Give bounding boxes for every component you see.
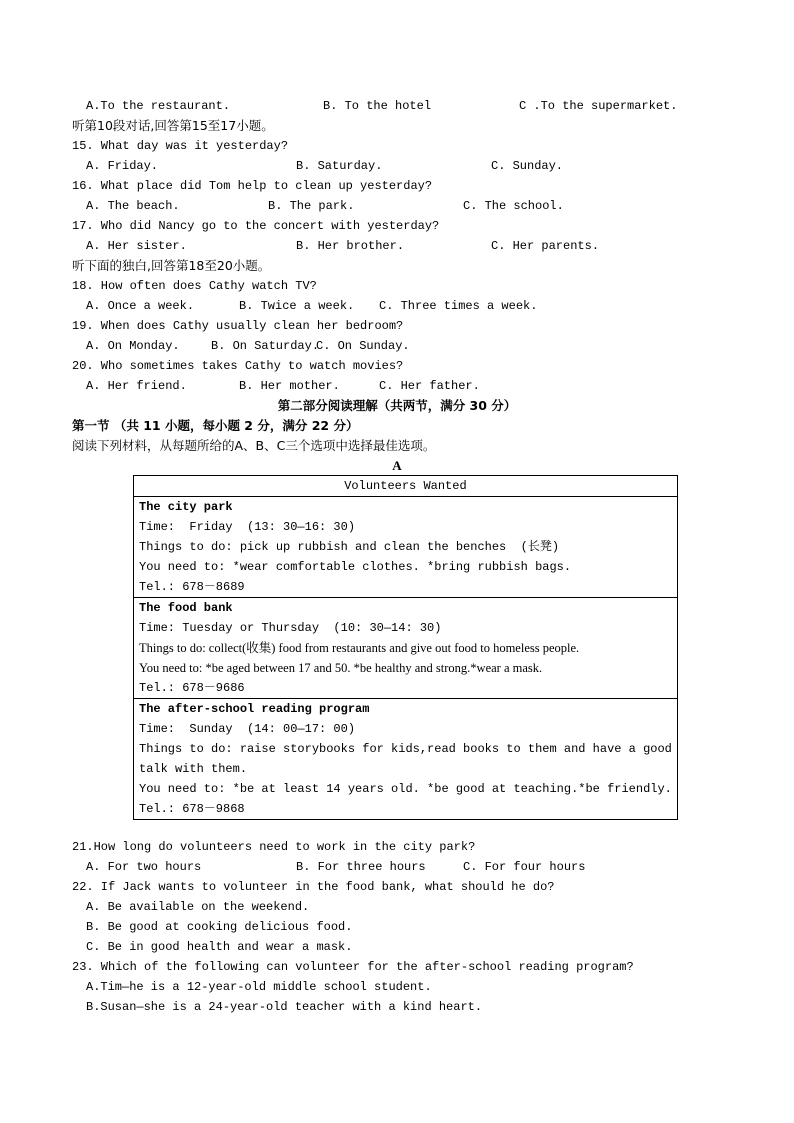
block-tel: Tel.: 678－8689 [139,580,245,594]
q17-option-b: B. Her brother. [296,239,405,253]
block-things: Things to do: pick up rubbish and clean the benches (长凳) [139,540,560,554]
q20-option-c: C. Her father. [379,379,480,393]
q21-option-a: A. For two hours [86,860,202,874]
block-name: The city park [139,500,233,514]
table-header: Volunteers Wanted [134,476,678,497]
q14-option-a: A.To the restaurant. [86,99,231,113]
q22-option-a: A. Be available on the weekend. [86,900,310,914]
table-block-reading-program [134,699,678,820]
block-tel: Tel.: 678－9686 [139,681,245,695]
block-name: The food bank [139,601,233,615]
q15-option-b: B. Saturday. [296,159,383,173]
q23-option-b: B.Susan—she is a 24-year-old teacher with a kind heart. [86,1000,483,1014]
instructions: 阅读下列材料，从每题所给的A、B、C三个选项中选择最佳选项。 [72,438,436,453]
block-things: Things to do: collect(收集) food from restaurants and give out food to homeless people. [139,641,580,655]
q22-option-b: B. Be good at cooking delicious food. [86,920,353,934]
q17-option-c: C. Her parents. [491,239,600,253]
q14-option-c: C .To the supermarket. [519,99,678,113]
q21-option-b: B. For three hours [296,860,426,874]
block-need: You need to: *be aged between 17 and 50. *be healthy and strong.*wear a mask. [139,661,543,675]
block-tel: Tel.: 678－9868 [139,802,245,816]
block-need: You need to: *be at least 14 years old. *be good at teaching.*be friendly. [139,782,672,796]
q19-option-b: B. On Saturday. [211,339,320,353]
q19-option-c: C. On Sunday. [316,339,410,353]
q18-stem: 18. How often does Cathy watch TV? [72,279,317,293]
q16-option-c: C. The school. [463,199,564,213]
q17-option-a: A. Her sister. [86,239,187,253]
q20-option-b: B. Her mother. [239,379,340,393]
block-things: Things to do: raise storybooks for kids,read books to them and have a good talk with them. [139,742,672,776]
q22-stem: 22. If Jack wants to volunteer in the food bank, what should he do? [72,880,555,894]
q21-option-c: C. For four hours [463,860,586,874]
q23-stem: 23. Which of the following can volunteer for the after-school reading program? [72,960,634,974]
block-time: Time: Tuesday or Thursday (10: 30—14: 30) [139,621,442,635]
q20-stem: 20. Who sometimes takes Cathy to watch movies? [72,359,404,373]
q19-option-a: A. On Monday. [86,339,180,353]
volunteers-table [133,475,678,820]
q22-option-c: C. Be in good health and wear a mask. [86,940,353,954]
section1-title: 第一节 （共 11 小题，每小题 2 分，满分 22 分） [72,418,359,433]
q19-stem: 19. When does Cathy usually clean her bedroom? [72,319,404,333]
q20-option-a: A. Her friend. [86,379,187,393]
q23-option-a: A.Tim—he is a 12-year-old middle school student. [86,980,432,994]
q16-stem: 16. What place did Tom help to clean up yesterday? [72,179,433,193]
q18-option-b: B. Twice a week. [239,299,355,313]
table-block-food-bank [134,598,678,699]
passage-label: A [392,458,402,473]
block-need: You need to: *wear comfortable clothes. *bring rubbish bags. [139,560,572,574]
q16-option-a: A. The beach. [86,199,180,213]
q15-option-a: A. Friday. [86,159,159,173]
section-dialog-10: 听第10段对话,回答第15至17小题。 [72,118,274,133]
section-monologue: 听下面的独白,回答第18至20小题。 [72,258,271,273]
q15-option-c: C. Sunday. [491,159,564,173]
table-block-city-park [134,497,678,598]
q17-stem: 17. Who did Nancy go to the concert with yesterday? [72,219,440,233]
q14-option-b: B. To the hotel [323,99,432,113]
q16-option-b: B. The park. [268,199,355,213]
q15-stem: 15. What day was it yesterday? [72,139,289,153]
block-time: Time: Friday (13: 30—16: 30) [139,520,356,534]
q21-stem: 21.How long do volunteers need to work in the city park? [72,840,476,854]
q18-option-c: C. Three times a week. [379,299,538,313]
block-name: The after-school reading program [139,702,370,716]
part2-title: 第二部分阅读理解（共两节，满分 30 分） [277,398,517,413]
q18-option-a: A. Once a week. [86,299,195,313]
block-time: Time: Sunday (14: 00—17: 00) [139,722,356,736]
